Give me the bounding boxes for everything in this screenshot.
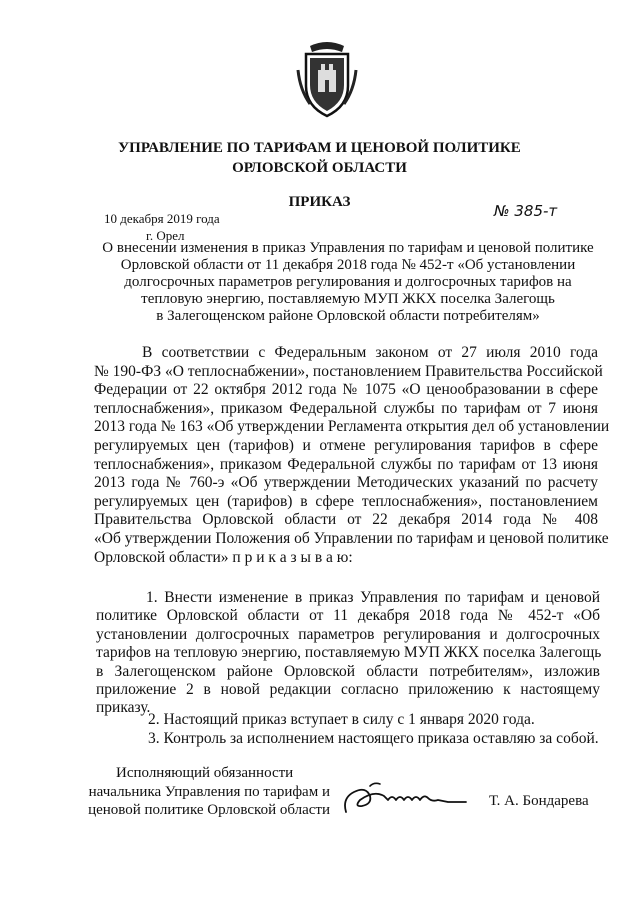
subject-line: в Залегощенском районе Орловской области потребителям» (156, 308, 540, 324)
subject-line: тепловую энергию, поставляемую МУП ЖКХ поселка Залегощь (141, 291, 555, 307)
handwritten-signature (340, 772, 480, 822)
document-date: 10 декабря 2019 года (104, 211, 220, 226)
signatory-name: Т. А. Бондарева (489, 793, 589, 809)
item-line: приказу. (96, 699, 151, 717)
subject-line: долгосрочных параметров регулирования и долгосрочных тарифов на (124, 274, 572, 290)
preamble-line: теплоснабжения», приказом Федеральной службы по тарифам от 7 июня (94, 399, 598, 417)
org-name-line1: УПРАВЛЕНИЕ ПО ТАРИФАМ И ЦЕНОВОЙ ПОЛИТИКЕ (118, 140, 521, 156)
preamble-line: В соответствии с Федеральным законом от 27 июля 2010 года (142, 344, 598, 361)
preamble-line: 2013 года № 760-э «Об утверждении Методических указаний по расчету (94, 474, 598, 492)
order-item-2: 2. Настоящий приказ вступает в силу с 1 января 2020 года. (148, 711, 535, 728)
position-line: Исполняющий обязанности (116, 765, 294, 781)
preamble-line: № 190-ФЗ «О теплоснабжении», постановлением Правительства Российской (94, 362, 603, 380)
document-number: № 385-т (494, 202, 558, 220)
position-line: начальника Управления по тарифам и (88, 783, 330, 800)
preamble-line: «Об утверждении Положения об Управлении по тарифам и ценовой политике (94, 529, 609, 547)
preamble-line: регулируемых цен (тарифов) в сфере теплоснабжения», постановлением (94, 492, 598, 510)
preamble-line: Орловской области» п р и к а з ы в а ю: (94, 548, 353, 566)
preamble-paragraph (94, 344, 610, 567)
preamble-line: Федерации от 22 октября 2012 года № 1075 «О ценообразовании в сфере (94, 381, 598, 399)
document-subject (92, 240, 604, 325)
org-name-line2: ОРЛОВСКОЙ ОБЛАСТИ (232, 160, 407, 176)
order-item-1 (96, 589, 600, 718)
preamble-line: теплоснабжения», приказом Федеральной службы по тарифам от 13 июня (94, 455, 598, 473)
preamble-line: Правительства Орловской области от 22 декабря 2014 года № 408 (94, 511, 598, 529)
subject-line: Орловской области от 11 декабря 2018 года № 452-т «Об установлении (120, 257, 576, 273)
item-line: приложение 2 в новой редакции согласно приложению к настоящему (96, 681, 600, 699)
subject-line: О внесении изменения в приказ Управления по тарифам и ценовой политике (102, 240, 594, 256)
item-line: тарифов на тепловую энергию, поставляемую МУП ЖКХ поселка Залегощь (96, 644, 602, 662)
order-item-3: 3. Контроль за исполнением настоящего приказа оставляю за собой. (148, 730, 599, 747)
preamble-line: 2013 года № 163 «Об утверждении Регламента открытия дел об установлении (94, 418, 610, 436)
item-line: в Залегощенском районе Орловской области потребителям», изложив (96, 662, 600, 680)
item-line: 1. Внести изменение в приказ Управления по тарифам и ценовой (146, 589, 600, 606)
document-type: ПРИКАЗ (288, 194, 351, 210)
item-line: установлении долгосрочных параметров регулирования и долгосрочных (96, 625, 600, 643)
preamble-line: регулируемых цен (тарифов) и отмене регулирования тарифов в сфере (94, 436, 598, 454)
document-place: г. Орел (146, 228, 185, 243)
position-line: ценовой политике Орловской области (88, 802, 330, 818)
coat-of-arms-emblem (296, 40, 358, 120)
item-line: политике Орловской области от 11 декабря 2018 года № 452-т «Об (96, 607, 600, 625)
signatory-position (40, 764, 330, 820)
